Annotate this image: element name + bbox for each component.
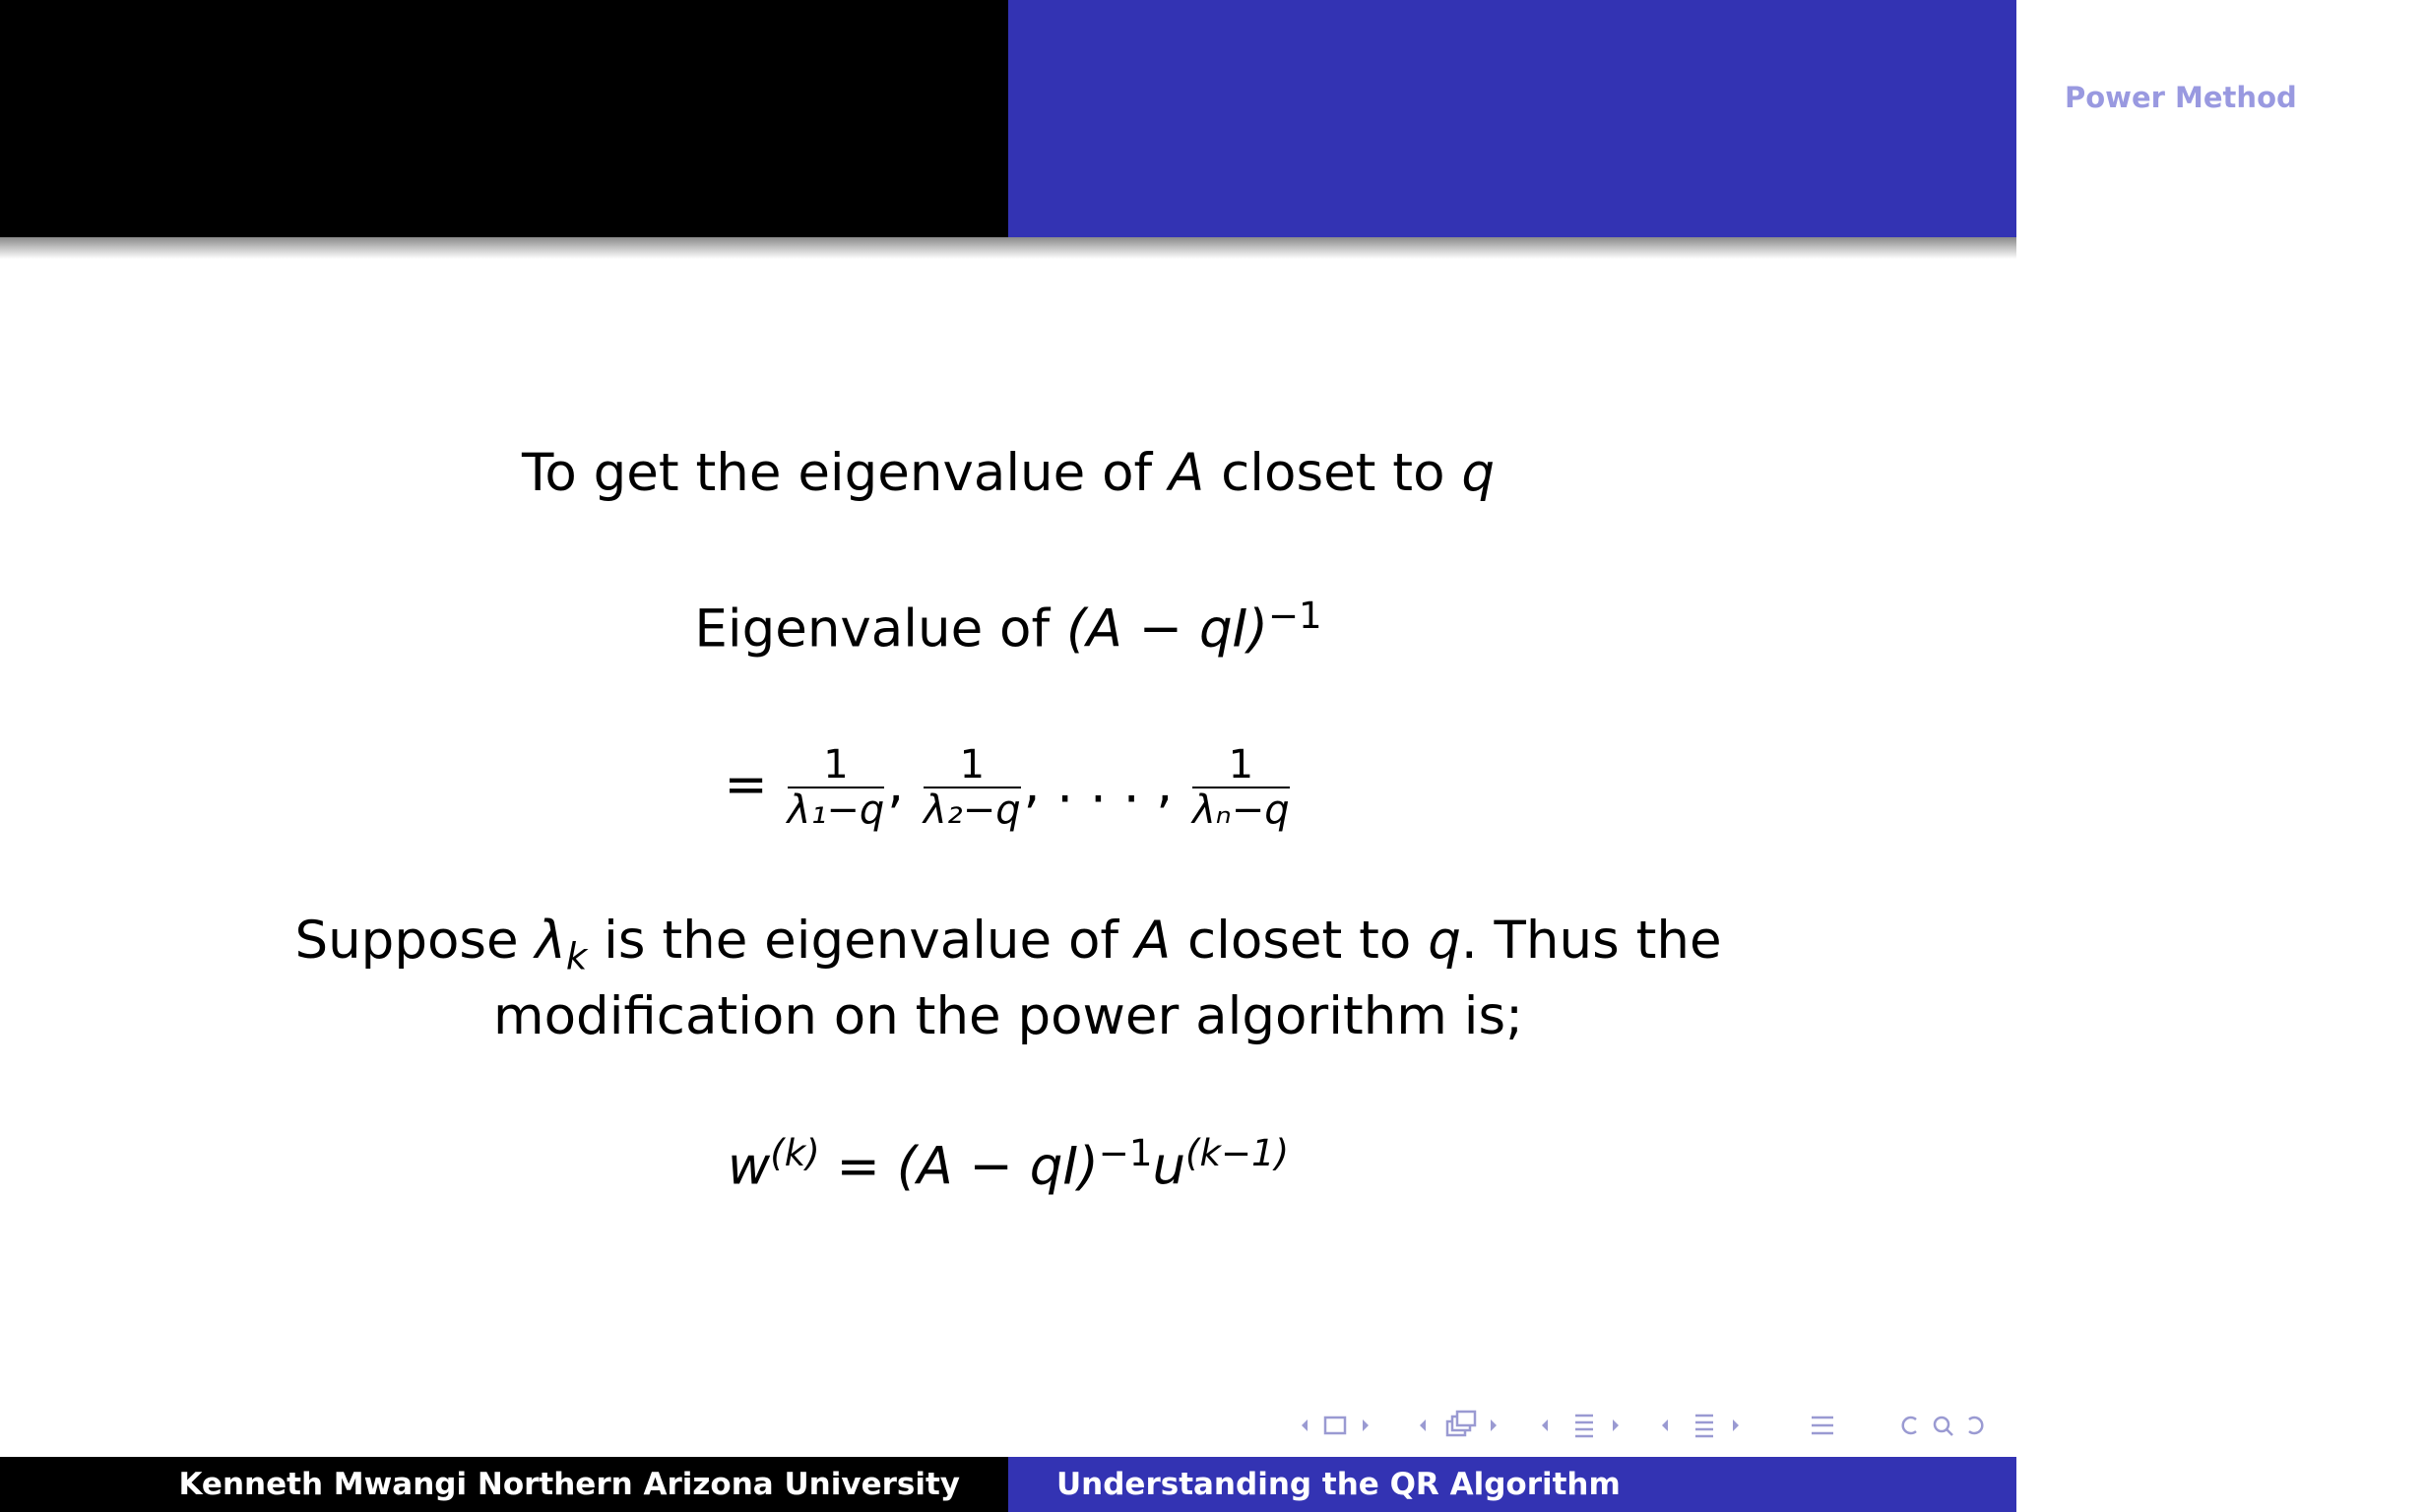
align-icon[interactable] bbox=[1808, 1406, 1837, 1445]
equals-sign: = bbox=[724, 754, 768, 815]
header-subsections-panel bbox=[1008, 0, 2426, 237]
fraction-2-num: 1 bbox=[924, 743, 1021, 788]
slide-line-4 bbox=[0, 911, 2016, 978]
comma-1: , bbox=[887, 754, 905, 815]
var-q: q bbox=[1461, 443, 1496, 503]
u-superscript: (k−1) bbox=[1185, 1132, 1290, 1174]
nav-subsection-group[interactable] bbox=[1536, 1406, 1634, 1445]
line4-var-q: q bbox=[1428, 911, 1461, 971]
slide-line-1 bbox=[0, 443, 2016, 503]
var-u: u bbox=[1152, 1136, 1186, 1197]
fraction-1 bbox=[788, 743, 885, 832]
subsection-link-power-method[interactable]: Power Method bbox=[2065, 81, 2297, 114]
slide-line-3-fractions bbox=[0, 743, 2016, 832]
slide-line-6-formula bbox=[0, 1132, 2016, 1197]
line1-text: To get the eigenvalue of bbox=[521, 443, 1170, 503]
fraction-2 bbox=[924, 743, 1021, 832]
line4-post: . Thus the bbox=[1460, 911, 1722, 971]
lambda-k: λ bbox=[535, 911, 566, 971]
line4-var-a: A bbox=[1134, 911, 1172, 971]
nav-search-group[interactable] bbox=[1894, 1406, 1993, 1445]
line6-exponent: −1 bbox=[1098, 1132, 1153, 1174]
w-superscript: (k) bbox=[770, 1132, 820, 1174]
footer-author: Kenneth Mwangi Northern Arizona University bbox=[178, 1467, 960, 1502]
fraction-1-den: λ₁−q bbox=[787, 788, 885, 833]
line2-exponent: −1 bbox=[1267, 595, 1322, 637]
nav-section-group[interactable] bbox=[1656, 1406, 1755, 1445]
slide-line-5: modification on the power algorithm is; bbox=[493, 986, 1523, 1046]
var-a: A bbox=[1169, 443, 1205, 503]
footer-title-panel bbox=[1008, 1457, 2016, 1512]
fraction-n bbox=[1192, 743, 1290, 832]
fraction-1-num: 1 bbox=[788, 743, 885, 788]
nav-align-group[interactable] bbox=[1808, 1406, 1837, 1445]
ellipsis: , . . . , bbox=[1023, 754, 1174, 815]
lambda-subscript: k bbox=[565, 935, 588, 978]
frame-nav-icon[interactable] bbox=[1296, 1406, 1384, 1445]
line4-mid2: closet to bbox=[1171, 911, 1429, 971]
footer-author-panel bbox=[0, 1457, 1008, 1512]
line4-pre: Suppose bbox=[294, 911, 536, 971]
line2-text: Eigenvalue of bbox=[694, 598, 1066, 660]
subsection-nav-icon[interactable] bbox=[1536, 1406, 1634, 1445]
fraction-2-den: λ₂−q bbox=[923, 788, 1021, 833]
section-nav-icon[interactable] bbox=[1656, 1406, 1755, 1445]
line1-mid: closet to bbox=[1204, 443, 1462, 503]
line6-expr: (A − qI) bbox=[896, 1136, 1099, 1197]
subsection-nav-list bbox=[2065, 80, 2426, 155]
line2-expr: (A − qI) bbox=[1065, 598, 1268, 660]
line4-mid: is the eigenvalue of bbox=[587, 911, 1135, 971]
nav-slide-group[interactable] bbox=[1414, 1406, 1512, 1445]
fraction-n-den: λₙ−q bbox=[1192, 788, 1290, 833]
line6-equals: = bbox=[819, 1136, 897, 1197]
var-w: w bbox=[727, 1136, 771, 1197]
footer-title: Understanding the QR Algorithm bbox=[1056, 1467, 1621, 1502]
nav-frame-group[interactable] bbox=[1296, 1406, 1384, 1445]
header-sections-panel bbox=[0, 0, 1008, 237]
subsection-link-inverse-power-method[interactable]: Inverse Power Method bbox=[2065, 117, 2426, 152]
fraction-n-num: 1 bbox=[1192, 743, 1290, 788]
slide-nav-icon[interactable] bbox=[1414, 1406, 1512, 1445]
search-icon[interactable] bbox=[1894, 1406, 1993, 1445]
slide-line-2 bbox=[0, 595, 2016, 660]
header-shadow bbox=[0, 237, 2016, 259]
